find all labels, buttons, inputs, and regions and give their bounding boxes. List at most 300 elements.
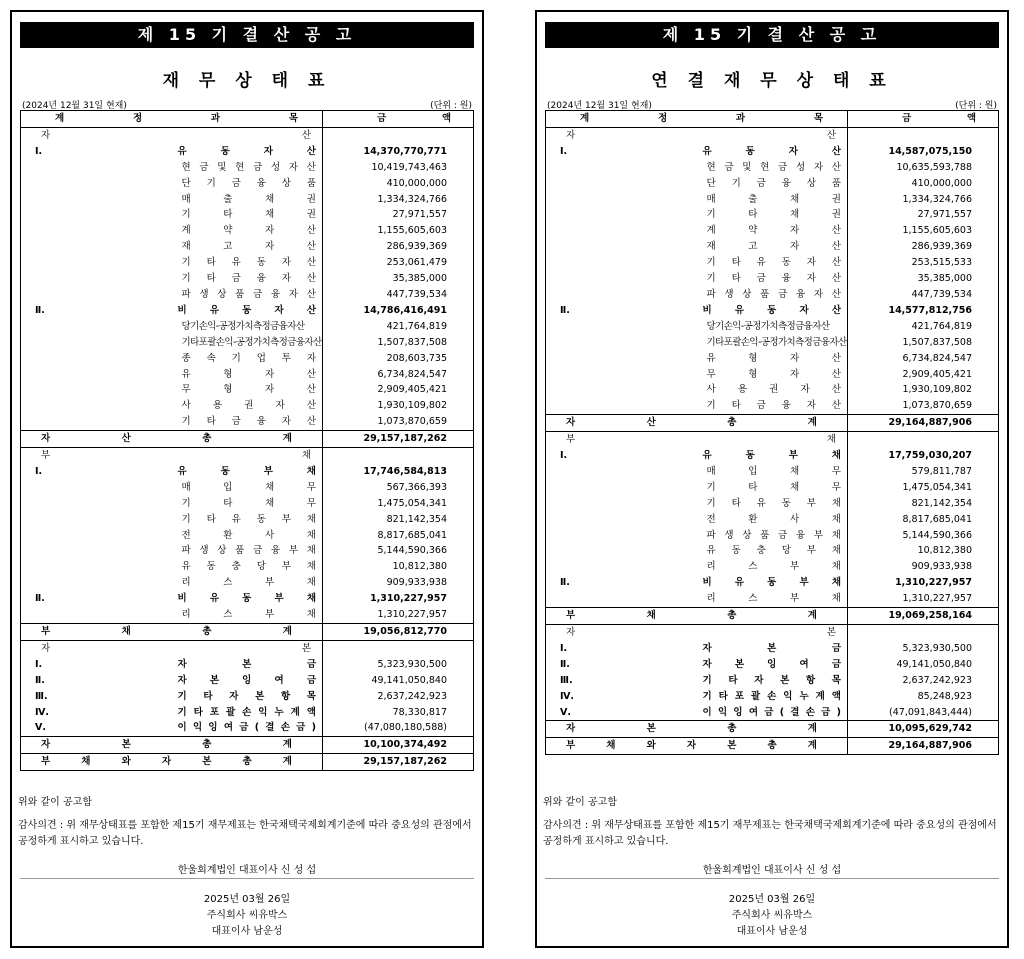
amount: 909,933,938 — [386, 577, 447, 589]
roman-numeral: Ⅴ. — [560, 706, 571, 718]
divider — [545, 878, 999, 879]
roman-numeral — [546, 398, 697, 414]
amount: 286,939,369 — [911, 241, 972, 253]
roman-numeral: Ⅱ. — [35, 304, 45, 316]
total-label: 부 채 와 자 본 총 계 — [566, 740, 817, 752]
line-item-row — [21, 382, 474, 398]
line-item-row — [21, 367, 474, 383]
line-item-row — [21, 528, 474, 544]
amount: 2,909,405,421 — [377, 384, 447, 396]
amount: 821,142,354 — [386, 513, 447, 525]
roman-numeral — [21, 382, 172, 398]
line-item-row — [546, 480, 999, 496]
amount: 49,141,050,840 — [896, 658, 972, 670]
line-item-row — [546, 271, 999, 287]
account-label: 기 타 채 권 — [706, 209, 841, 221]
roman-numeral — [546, 287, 697, 303]
roman-numeral — [21, 414, 172, 430]
header-account: 계 정 과 목 — [546, 111, 848, 128]
roman-numeral: Ⅴ. — [35, 722, 46, 734]
account-label: 유 동 자 산 — [702, 145, 841, 157]
roman-numeral — [546, 367, 697, 383]
account-label: 비 유 동 자 산 — [702, 304, 841, 316]
amount: 421,764,819 — [911, 320, 972, 332]
account-label: 매 입 채 무 — [181, 481, 316, 493]
total-amount: 19,056,812,770 — [323, 624, 474, 641]
notice-banner: 제 15 기 결 산 공 고 — [545, 22, 999, 48]
line-item-row — [21, 575, 474, 591]
amount: 5,323,930,500 — [377, 658, 447, 670]
roman-numeral — [546, 255, 697, 271]
notice-date: 2025년 03월 26일 — [728, 894, 816, 905]
amount: 410,000,000 — [386, 177, 447, 189]
roman-numeral: Ⅱ. — [35, 674, 45, 686]
account-label: 유 동 부 채 — [702, 450, 841, 462]
amount: 14,370,770,771 — [363, 145, 447, 157]
total-amount: 29,157,187,262 — [323, 431, 474, 448]
account-label: 기 타 채 무 — [706, 481, 841, 493]
account-label: 파 생 상 품 금 융 자 산 — [181, 288, 316, 300]
roman-numeral — [546, 480, 697, 496]
header-amount: 금 액 — [323, 111, 474, 128]
account-label: 기 타 금 융 자 산 — [181, 416, 316, 428]
account-label: 기타포괄손익-공정가치측정금융자산 — [706, 336, 847, 348]
account-label: 전 환 사 채 — [181, 529, 316, 541]
account-label: 비 유 동 부 채 — [177, 593, 316, 605]
amount: 447,739,534 — [911, 288, 972, 300]
roman-numeral — [21, 176, 172, 192]
amount: 410,000,000 — [911, 177, 972, 189]
roman-numeral — [21, 512, 172, 528]
account-label: 이 익 잉 여 금 ( 결 손 금 ) — [177, 722, 316, 734]
amount: 1,155,605,603 — [902, 225, 972, 237]
category-row — [21, 303, 474, 319]
roman-numeral — [546, 335, 697, 351]
amount: 6,734,824,547 — [902, 352, 972, 364]
table-header-row — [21, 111, 474, 128]
auditor-signature: 한울회계법인 대표이사 신 성 섭 — [177, 865, 317, 876]
roman-numeral — [21, 607, 172, 623]
section-header-row — [21, 640, 474, 656]
section-header-row — [546, 432, 999, 448]
account-label: 유 동 충 당 부 채 — [706, 545, 841, 557]
balance-sheet-table — [545, 110, 999, 755]
account-label: 리 스 부 채 — [181, 577, 316, 589]
amount: 1,334,324,766 — [377, 193, 447, 205]
category-row — [21, 464, 474, 480]
line-item-row — [546, 543, 999, 559]
line-item-row — [21, 496, 474, 512]
roman-numeral — [546, 543, 697, 559]
amount: 1,310,227,957 — [377, 609, 447, 621]
category-row — [546, 448, 999, 464]
amount: 447,739,534 — [386, 288, 447, 300]
total-label: 자 본 총 계 — [566, 723, 817, 735]
amount: 5,323,930,500 — [902, 642, 972, 654]
separate-statement-panel — [10, 10, 484, 948]
total-amount: 29,157,187,262 — [323, 754, 474, 771]
amount: 579,811,787 — [911, 465, 972, 477]
account-label: 유 동 부 채 — [177, 465, 316, 477]
line-item-row — [21, 543, 474, 559]
table-header-row — [546, 111, 999, 128]
amount: 1,475,054,341 — [902, 481, 972, 493]
line-item-row — [546, 496, 999, 512]
total-row — [546, 415, 999, 432]
roman-numeral — [21, 575, 172, 591]
account-label: 기 타 포 괄 손 익 누 계 액 — [702, 690, 841, 702]
account-label: 전 환 사 채 — [706, 513, 841, 525]
account-label: 기 타 채 권 — [181, 209, 316, 221]
total-row — [21, 754, 474, 771]
total-row — [546, 738, 999, 755]
line-item-row — [21, 414, 474, 430]
roman-numeral: Ⅱ. — [35, 593, 45, 605]
roman-numeral: Ⅳ. — [35, 706, 50, 718]
account-label: 자 본 잉 여 금 — [702, 658, 841, 670]
amount: 1,930,109,802 — [902, 384, 972, 396]
roman-numeral — [21, 319, 172, 335]
roman-numeral — [546, 351, 697, 367]
amount: (47,080,180,588) — [364, 722, 447, 734]
roman-numeral — [546, 192, 697, 208]
amount: 8,817,685,041 — [377, 529, 447, 541]
roman-numeral — [546, 176, 697, 192]
announcement-text: 위와 같이 공고함 — [18, 797, 92, 808]
roman-numeral: Ⅰ. — [35, 145, 43, 157]
line-item-row — [21, 160, 474, 176]
amount: 35,385,000 — [917, 273, 972, 285]
account-label: 무 형 자 산 — [181, 384, 316, 396]
account-label: 기 타 금 융 자 산 — [706, 273, 841, 285]
statement-title: 재 무 상 태 표 — [162, 71, 332, 91]
account-label: 기 타 금 융 자 산 — [181, 273, 316, 285]
line-item-row — [21, 607, 474, 623]
amount: 2,909,405,421 — [902, 368, 972, 380]
category-row — [21, 657, 474, 673]
roman-numeral — [546, 528, 697, 544]
statement-title: 연 결 재 무 상 태 표 — [651, 71, 893, 91]
roman-numeral — [21, 271, 172, 287]
total-amount: 10,095,629,742 — [848, 721, 999, 738]
account-label: 기 타 유 동 부 채 — [706, 497, 841, 509]
roman-numeral — [546, 160, 697, 176]
audit-opinion: 감사의견 : 위 재무상태표를 포함한 제15기 재무제표는 한국채택국제회계기준에 따라 중요성의 관점에서 공정하게 표시하고 있습니다. — [18, 820, 472, 847]
account-label: 매 입 채 무 — [706, 465, 841, 477]
section-header-row — [546, 127, 999, 143]
consolidated-statement-panel — [535, 10, 1009, 948]
line-item-row — [21, 192, 474, 208]
line-item-row — [21, 512, 474, 528]
amount: 17,746,584,813 — [363, 465, 447, 477]
section-header-row — [21, 448, 474, 464]
roman-numeral — [546, 207, 697, 223]
account-label: 리 스 부 채 — [706, 593, 841, 605]
account-label: 단 기 금 융 상 품 — [181, 177, 316, 189]
line-item-row — [546, 160, 999, 176]
header-amount: 금 액 — [848, 111, 999, 128]
amount: 1,310,227,957 — [902, 593, 972, 605]
total-row — [21, 431, 474, 448]
total-row — [21, 737, 474, 754]
total-row — [546, 721, 999, 738]
line-item-row — [546, 591, 999, 607]
line-item-row — [546, 528, 999, 544]
roman-numeral — [21, 398, 172, 414]
line-item-row — [546, 382, 999, 398]
amount: 85,248,923 — [917, 690, 972, 702]
amount: 286,939,369 — [386, 241, 447, 253]
amount: 49,141,050,840 — [371, 674, 447, 686]
amount: 253,515,533 — [911, 257, 972, 269]
company-name: 주식회사 씨유박스 — [206, 910, 288, 921]
category-row — [546, 705, 999, 721]
amount: 14,587,075,150 — [888, 145, 972, 157]
amount: 1,930,109,802 — [377, 400, 447, 412]
amount: 1,475,054,341 — [377, 497, 447, 509]
line-item-row — [21, 351, 474, 367]
account-label: 기 타 자 본 항 목 — [702, 674, 841, 686]
amount: 27,971,557 — [917, 209, 972, 221]
amount: 1,155,605,603 — [377, 225, 447, 237]
account-label: 사 용 권 자 산 — [706, 384, 841, 396]
amount: 909,933,938 — [911, 561, 972, 573]
category-row — [546, 303, 999, 319]
amount: 1,073,870,659 — [377, 416, 447, 428]
amount: 78,330,817 — [392, 706, 447, 718]
roman-numeral: Ⅳ. — [560, 690, 575, 702]
roman-numeral — [546, 591, 697, 607]
as-of-date: (2024년 12월 31일 현재) — [22, 101, 127, 111]
roman-numeral — [21, 255, 172, 271]
account-label: 기 타 자 본 항 목 — [177, 690, 316, 702]
as-of-date: (2024년 12월 31일 현재) — [547, 101, 652, 111]
account-label: 파 생 상 품 금 융 부 채 — [706, 529, 841, 541]
account-label: 자 본 금 — [177, 658, 316, 670]
account-label: 계 약 자 산 — [706, 225, 841, 237]
total-amount: 29,164,887,906 — [848, 738, 999, 755]
amount: 17,759,030,207 — [888, 450, 972, 462]
account-label: 유 동 자 산 — [177, 145, 316, 157]
amount: 27,971,557 — [392, 209, 447, 221]
total-amount: 29,164,887,906 — [848, 415, 999, 432]
account-label: 유 형 자 산 — [706, 352, 841, 364]
line-item-row — [546, 398, 999, 414]
roman-numeral — [546, 559, 697, 575]
line-item-row — [21, 239, 474, 255]
account-label: 현 금 및 현 금 성 자 산 — [706, 161, 841, 173]
amount: 208,603,735 — [386, 352, 447, 364]
category-row — [546, 673, 999, 689]
roman-numeral — [546, 382, 697, 398]
roman-numeral — [21, 496, 172, 512]
account-label: 리 스 부 채 — [181, 609, 316, 621]
category-row — [546, 641, 999, 657]
line-item-row — [546, 239, 999, 255]
total-label: 자 본 총 계 — [41, 739, 292, 751]
account-label: 기 타 유 동 자 산 — [181, 257, 316, 269]
amount: 1,310,227,957 — [370, 593, 447, 605]
roman-numeral — [21, 207, 172, 223]
account-label: 당기손익-공정가치측정금융자산 — [706, 320, 830, 332]
amount: 567,366,393 — [386, 481, 447, 493]
audit-opinion: 감사의견 : 위 재무상태표를 포함한 제15기 재무제표는 한국채택국제회계기준에 따라 중요성의 관점에서 공정하게 표시하고 있습니다. — [543, 820, 997, 847]
account-label: 이 익 잉 여 금 ( 결 손 금 ) — [702, 706, 841, 718]
total-row — [546, 608, 999, 625]
account-label: 재 고 자 산 — [181, 241, 316, 253]
account-label: 비 유 동 자 산 — [177, 304, 316, 316]
amount: 2,637,242,923 — [377, 690, 447, 702]
auditor-signature: 한울회계법인 대표이사 신 성 섭 — [702, 865, 842, 876]
roman-numeral — [546, 464, 697, 480]
account-label: 당기손익-공정가치측정금융자산 — [181, 320, 305, 332]
line-item-row — [21, 480, 474, 496]
roman-numeral — [21, 528, 172, 544]
roman-numeral — [21, 351, 172, 367]
roman-numeral — [546, 496, 697, 512]
roman-numeral — [21, 192, 172, 208]
amount: 10,812,380 — [917, 545, 972, 557]
category-row — [21, 705, 474, 721]
roman-numeral — [21, 367, 172, 383]
line-item-row — [21, 223, 474, 239]
category-row — [21, 720, 474, 736]
roman-numeral: Ⅰ. — [35, 658, 43, 670]
divider — [20, 878, 474, 879]
roman-numeral: Ⅱ. — [560, 577, 570, 589]
amount: 10,635,593,788 — [896, 161, 972, 173]
amount: 1,310,227,957 — [895, 577, 972, 589]
account-label: 매 출 채 권 — [706, 193, 841, 205]
account-label: 리 스 부 채 — [706, 561, 841, 573]
account-label: 파 생 상 품 금 융 부 채 — [181, 545, 316, 557]
roman-numeral: Ⅱ. — [560, 304, 570, 316]
table-body — [21, 127, 474, 770]
account-label: 비 유 동 부 채 — [702, 577, 841, 589]
amount: 6,734,824,547 — [377, 368, 447, 380]
line-item-row — [21, 176, 474, 192]
total-row — [21, 624, 474, 641]
line-item-row — [546, 351, 999, 367]
roman-numeral — [21, 160, 172, 176]
roman-numeral — [546, 223, 697, 239]
category-row — [21, 689, 474, 705]
total-label: 자 산 총 계 — [41, 433, 292, 445]
account-label: 재 고 자 산 — [706, 241, 841, 253]
roman-numeral — [546, 271, 697, 287]
ceo-name: 대표이사 남운성 — [736, 926, 808, 937]
section-header-row — [21, 127, 474, 143]
account-label: 현 금 및 현 금 성 자 산 — [181, 161, 316, 173]
amount: 1,507,837,508 — [377, 336, 447, 348]
account-label: 파 생 상 품 금 융 자 산 — [706, 288, 841, 300]
account-label: 사 용 권 자 산 — [181, 400, 316, 412]
line-item-row — [21, 207, 474, 223]
account-label: 계 약 자 산 — [181, 225, 316, 237]
amount: 821,142,354 — [911, 497, 972, 509]
line-item-row — [546, 255, 999, 271]
category-row — [21, 673, 474, 689]
section-label: 자 본 — [566, 627, 836, 638]
line-item-row — [21, 271, 474, 287]
line-item-row — [546, 207, 999, 223]
account-label: 기 타 채 무 — [181, 497, 316, 509]
amount: 10,812,380 — [392, 561, 447, 573]
amount: 1,073,870,659 — [902, 400, 972, 412]
line-item-row — [546, 464, 999, 480]
account-label: 기 타 유 동 자 산 — [706, 257, 841, 269]
section-label: 자 산 — [41, 129, 311, 141]
account-label: 자 본 금 — [702, 642, 841, 654]
line-item-row — [546, 335, 999, 351]
roman-numeral — [21, 239, 172, 255]
line-item-row — [21, 398, 474, 414]
total-amount: 10,100,374,492 — [323, 737, 474, 754]
header-account: 계 정 과 목 — [21, 111, 323, 128]
amount: 5,144,590,366 — [902, 529, 972, 541]
notice-date: 2025년 03월 26일 — [203, 894, 291, 905]
account-label: 유 동 충 당 부 채 — [181, 561, 316, 573]
account-label: 단 기 금 융 상 품 — [706, 177, 841, 189]
amount: 1,507,837,508 — [902, 336, 972, 348]
account-label: 매 출 채 권 — [181, 193, 316, 205]
account-label: 무 형 자 산 — [706, 368, 841, 380]
notice-banner: 제 15 기 결 산 공 고 — [20, 22, 474, 48]
table-body — [546, 127, 999, 754]
category-row — [546, 575, 999, 591]
account-label: 기 타 금 융 자 산 — [706, 400, 841, 412]
roman-numeral: Ⅰ. — [560, 450, 568, 462]
total-label: 부 채 총 계 — [566, 610, 817, 622]
line-item-row — [546, 287, 999, 303]
category-row — [546, 689, 999, 705]
ceo-name: 대표이사 남운성 — [211, 926, 283, 937]
total-amount: 19,069,258,164 — [848, 608, 999, 625]
total-label: 부 채 총 계 — [41, 626, 292, 637]
account-label: 기 타 포 괄 손 익 누 계 액 — [177, 706, 316, 718]
roman-numeral — [21, 335, 172, 351]
category-row — [546, 657, 999, 673]
company-name: 주식회사 씨유박스 — [731, 910, 813, 921]
line-item-row — [546, 559, 999, 575]
section-header-row — [546, 625, 999, 641]
roman-numeral — [21, 223, 172, 239]
line-item-row — [546, 192, 999, 208]
announcement-text: 위와 같이 공고함 — [543, 797, 617, 808]
amount: 14,577,812,756 — [888, 304, 972, 316]
category-row — [546, 144, 999, 160]
amount: 10,419,743,463 — [371, 161, 447, 173]
roman-numeral: Ⅲ. — [560, 674, 573, 686]
amount: 8,817,685,041 — [902, 513, 972, 525]
total-label: 자 산 총 계 — [566, 417, 817, 429]
amount: 2,637,242,923 — [902, 674, 972, 686]
amount: 253,061,479 — [386, 257, 447, 269]
amount: (47,091,843,444) — [889, 706, 972, 718]
line-item-row — [546, 176, 999, 192]
amount: 14,786,416,491 — [363, 304, 447, 316]
line-item-row — [21, 287, 474, 303]
section-label: 부 채 — [566, 434, 836, 446]
roman-numeral: Ⅰ. — [35, 465, 43, 477]
roman-numeral — [546, 239, 697, 255]
account-label: 자 본 잉 여 금 — [177, 674, 316, 686]
roman-numeral — [21, 559, 172, 575]
amount: 1,334,324,766 — [902, 193, 972, 205]
section-label: 자 산 — [566, 129, 836, 141]
balance-sheet-table — [20, 110, 474, 771]
account-label: 기 타 유 동 부 채 — [181, 513, 316, 525]
